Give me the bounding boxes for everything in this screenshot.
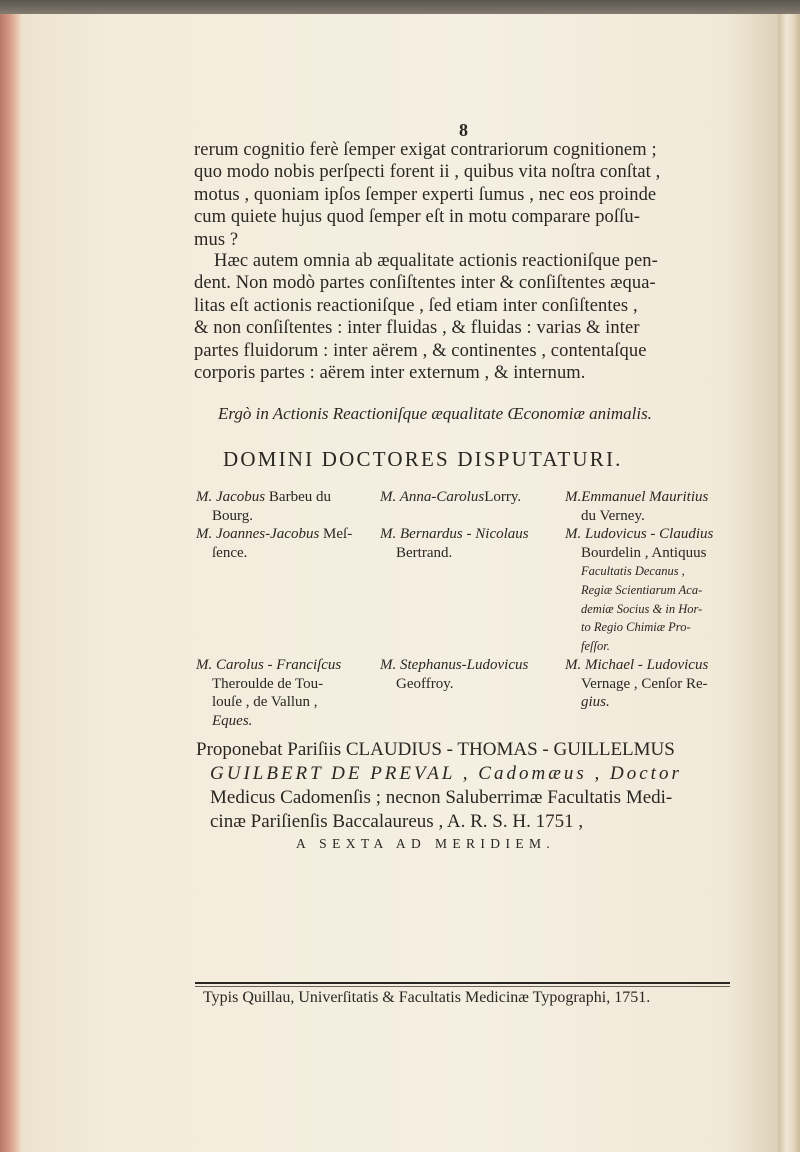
text-line: Hæc autem omnia ab æqualitate actionis reactioniſque pen- — [214, 251, 658, 271]
book-spine — [0, 14, 22, 1152]
text-line: & non conſiſtentes : inter fluidas , & fluidas : varias & inter — [194, 318, 640, 339]
doctor-line: M. Michael - Ludovicus — [565, 657, 709, 673]
text-line: quo modo nobis perſpecti forent ii , quibus vita noſtra conſtat , — [194, 162, 661, 183]
paragraph-2 — [194, 250, 658, 384]
text-line: partes fluidorum : inter aërem , & continentes , contentaſque — [194, 340, 647, 361]
doctors-column-3 — [565, 488, 713, 655]
text-line: cinæ Pariſienſis Baccalaureus , A. R. S. H. 1751 , — [210, 811, 584, 832]
proponebat-block — [196, 738, 682, 834]
text-line: motus , quoniam ipſos ſemper experti ſumus , nec eos proinde — [194, 184, 657, 205]
text-line: Proponebat Pariſiis CLAUDIUS - THOMAS - GUILLELMUS — [196, 739, 675, 760]
doctor-line: ſence. — [212, 544, 248, 561]
doctor-line: du Verney. — [581, 507, 645, 524]
doctor-line: Eques. — [212, 712, 253, 729]
doctor-line: M. Jacobus Barbeu du — [196, 489, 331, 505]
doctors-column-1 — [196, 488, 352, 562]
doctor-line: Geoffroy. — [396, 675, 454, 692]
doctor-line: Regiæ Scientiarum Aca- — [581, 582, 703, 597]
doctor-line: M. Bernardus - Nicolaus — [380, 526, 529, 543]
doctors-row2-column-3 — [565, 656, 708, 712]
page-fore-edge — [778, 14, 800, 1152]
doctor-line: Facultatis Decanus , — [581, 564, 685, 579]
text-line: mus ? — [194, 229, 239, 250]
doctor-line: M. Joannes-Jacobus Meſ- — [196, 526, 353, 543]
text-line: rerum cognitio ferè ſemper exigat contrariorum cognitionem ; — [194, 140, 657, 160]
doctor-line: M. Ludovicus - Claudius — [565, 526, 714, 543]
doctor-line: Bertrand. — [396, 544, 453, 561]
doctor-line: M. Stephanus-Ludovicus — [380, 657, 529, 673]
doctor-line: Bourg. — [212, 507, 253, 524]
doctor-line: M. Carolus - Franciſcus — [196, 657, 342, 673]
doctor-line: gius. — [581, 694, 610, 711]
doctors-column-2 — [380, 488, 529, 562]
doctor-line: feſſor. — [581, 638, 610, 653]
doctor-line: louſe , de Vallun , — [212, 694, 318, 711]
text-line: cum quiete hujus quod ſemper eſt in motu comparare poſſu- — [194, 207, 640, 228]
doctor-line: M.Emmanuel Mauritius — [565, 489, 709, 505]
conclusion: Ergò in Actionis Reactioniſque æqualitate Œconomiæ animalis. — [218, 404, 652, 423]
footer-rule-thin — [195, 986, 730, 987]
text-line: dent. Non modò partes conſiſtentes inter & conſiſtentes æqua- — [194, 273, 656, 294]
footer-rule — [195, 982, 730, 984]
doctor-line: Vernage , Cenſor Re- — [581, 675, 708, 692]
disputants-heading: DOMINI DOCTORES DISPUTATURI. — [223, 447, 623, 471]
paragraph-1 — [194, 139, 660, 251]
time-line: A SEXTA AD MERIDIEM. — [296, 836, 556, 851]
doctors-row2-column-1 — [196, 656, 341, 730]
doctors-row2-column-2 — [380, 656, 528, 693]
text-line: Medicus Cadomenſis ; necnon Saluberrimæ Facultatis Medi- — [210, 787, 673, 808]
doctor-line: demiæ Socius & in Hor- — [581, 601, 703, 616]
doctor-line: M. Anna-CarolusLorry. — [380, 489, 522, 505]
page-number: 8 — [459, 120, 468, 140]
text-line: GUILBERT DE PREVAL , Cadomæus , Doctor — [210, 763, 682, 784]
doctor-line: to Regio Chimiæ Pro- — [581, 620, 691, 635]
doctor-line: Bourdelin , Antiquus — [581, 544, 707, 561]
text-line: corporis partes : aërem inter externum , & internum. — [194, 363, 586, 384]
printer-imprint: Typis Quillau, Univerſitatis & Facultatis Medicinæ Typographi, 1751. — [203, 989, 651, 1006]
text-line: litas eſt actionis reactioniſque , ſed etiam inter conſiſtentes , — [194, 295, 638, 316]
doctor-line: Theroulde de Tou- — [212, 675, 324, 692]
